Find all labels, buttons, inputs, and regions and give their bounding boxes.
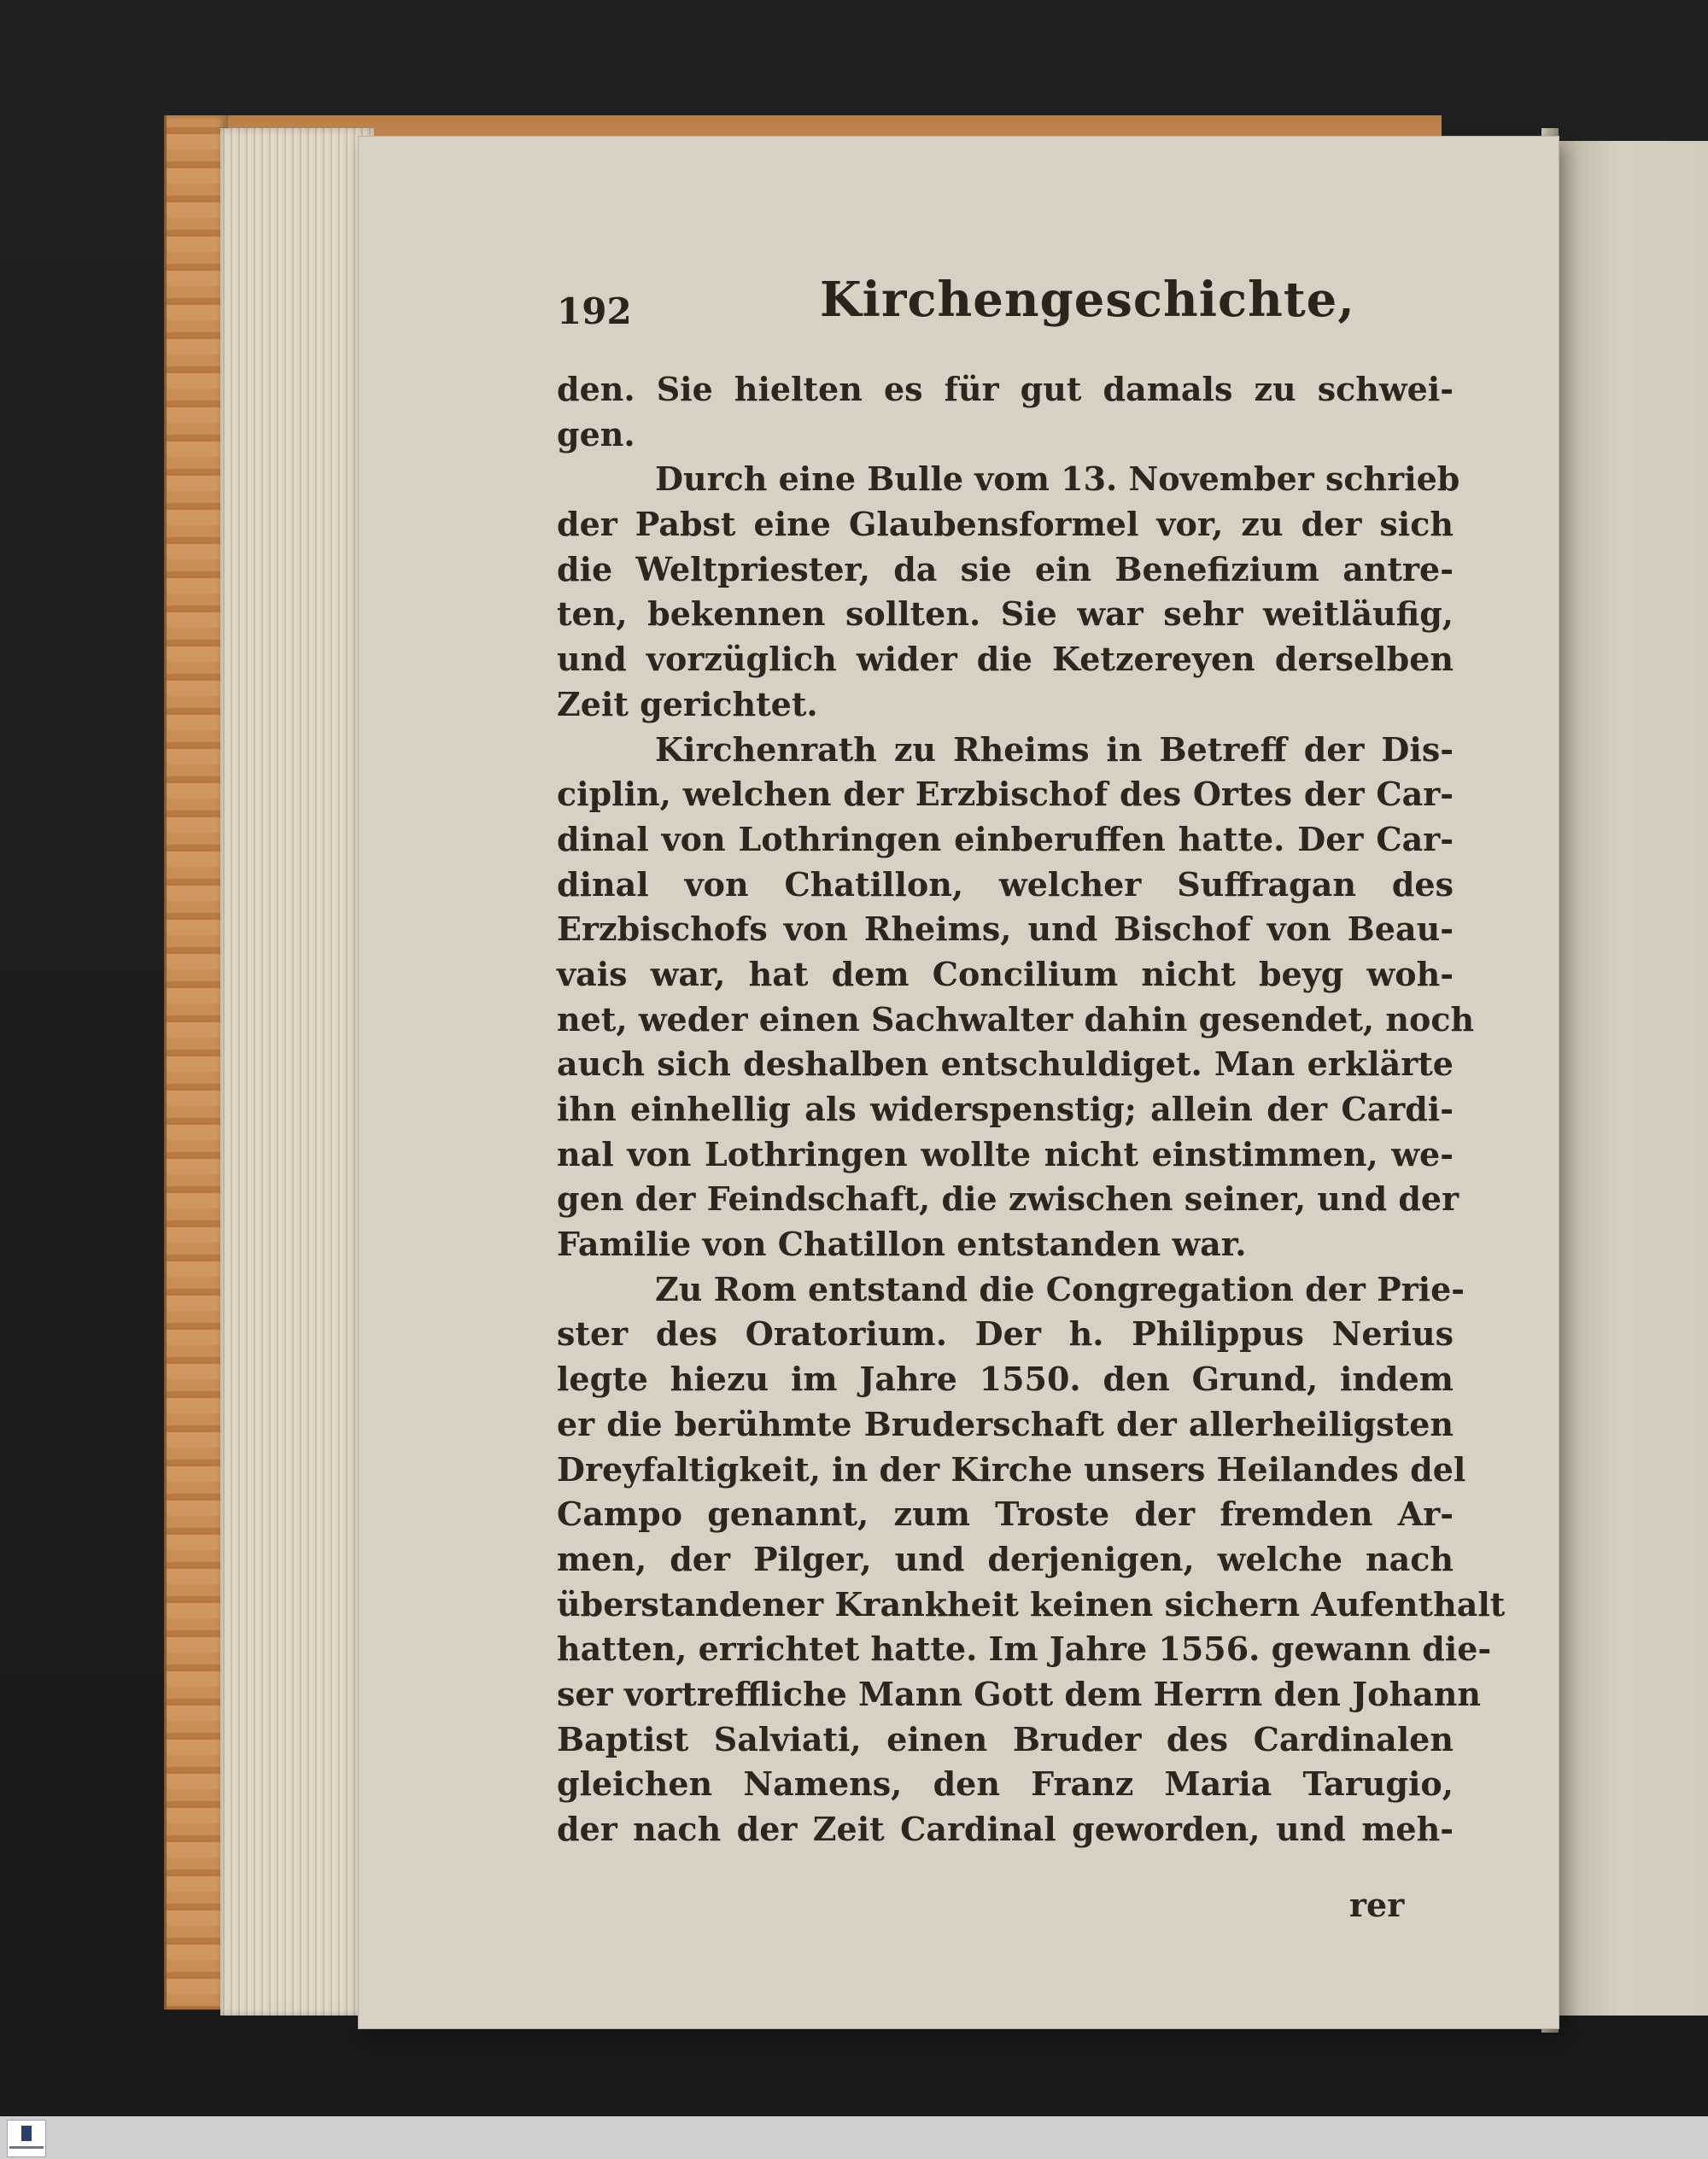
text-line: men, der Pilger, und derjenigen, welche nach: [557, 1539, 1454, 1578]
text-line: Erzbischofs von Rheims, und Bischof von Beau-: [557, 910, 1454, 949]
text-line: der Pabst eine Glaubensformel vor, zu der sich: [557, 505, 1454, 544]
body-text: [557, 367, 1506, 1852]
text-line: und vorzüglich wider die Ketzereyen derselben: [557, 640, 1454, 679]
text-line: hatten, errichtet hatte. Im Jahre 1556. gewann die-: [557, 1629, 1492, 1669]
text-line: legte hiezu im Jahre 1550. den Grund, indem: [557, 1360, 1454, 1399]
text-line: gen der Feindschaft, die zwischen seiner, und der: [557, 1179, 1459, 1219]
logo-mark: [21, 2126, 32, 2141]
text-line: gleichen Namens, den Franz Maria Tarugio,: [557, 1764, 1454, 1804]
text-line: den. Sie hielten es für gut damals zu schwei-: [557, 370, 1454, 408]
running-title: Kirchengeschichte,: [820, 272, 1355, 328]
text-line: net, weder einen Sachwalter dahin gesendet, noch: [557, 999, 1475, 1039]
text-line: Zu Rom entstand die Congregation der Prie-: [655, 1269, 1465, 1308]
facing-page: [1559, 141, 1708, 2016]
text-line: Zeit gerichtet.: [557, 684, 818, 723]
text-line: nal von Lothringen wollte nicht einstimmen, we-: [557, 1134, 1454, 1173]
book-cover-edge: [164, 115, 228, 2010]
text-line: Durch eine Bulle vom 13. November schrieb: [655, 459, 1460, 499]
text-line: Dreyfaltigkeit, in der Kirche unsers Heilandes del: [557, 1449, 1466, 1489]
text-line: dinal von Lothringen einberuffen hatte. Der Car-: [557, 819, 1454, 858]
text-line: Familie von Chatillon entstanden war.: [557, 1225, 1247, 1264]
page-stack-edges: [220, 128, 374, 2016]
library-logo-icon[interactable]: [7, 2120, 46, 2157]
viewer-footer-bar: [0, 2116, 1708, 2159]
catchword: rer: [1349, 1886, 1405, 1924]
text-line: er die berühmte Bruderschaft der allerheiligsten: [557, 1404, 1454, 1443]
text-line: Campo genannt, zum Troste der fremden Ar-: [557, 1495, 1454, 1534]
text-line: ihn einhellig als widerspenstig; allein der Cardi-: [557, 1090, 1454, 1128]
text-line: der nach der Zeit Cardinal geworden, und meh-: [557, 1810, 1454, 1848]
text-line: ster des Oratorium. Der h. Philippus Nerius: [557, 1314, 1454, 1354]
text-line: ten, bekennen sollten. Sie war sehr weitläufig,: [557, 594, 1454, 634]
page-number: 192: [557, 290, 632, 332]
text-line: ser vortreffliche Mann Gott dem Herrn den Johann: [557, 1674, 1481, 1713]
text-line: Kirchenrath zu Rheims in Betreff der Dis-: [655, 729, 1454, 769]
text-line: ciplin, welchen der Erzbischof des Ortes der Car-: [557, 775, 1454, 814]
logo-wordmark: [9, 2146, 44, 2149]
text-line: die Weltpriester, da sie ein Benefizium antre-: [557, 549, 1454, 588]
text-line: überstandener Krankheit keinen sichern Aufenthalt: [557, 1584, 1506, 1624]
text-line: gen.: [557, 414, 635, 453]
text-line: dinal von Chatillon, welcher Suffragan des: [557, 864, 1454, 904]
text-line: auch sich deshalben entschuldiget. Man erklärte: [557, 1044, 1454, 1084]
text-line: Baptist Salviati, einen Bruder des Cardinalen: [557, 1719, 1454, 1758]
text-line: vais war, hat dem Concilium nicht beyg woh-: [557, 954, 1454, 993]
